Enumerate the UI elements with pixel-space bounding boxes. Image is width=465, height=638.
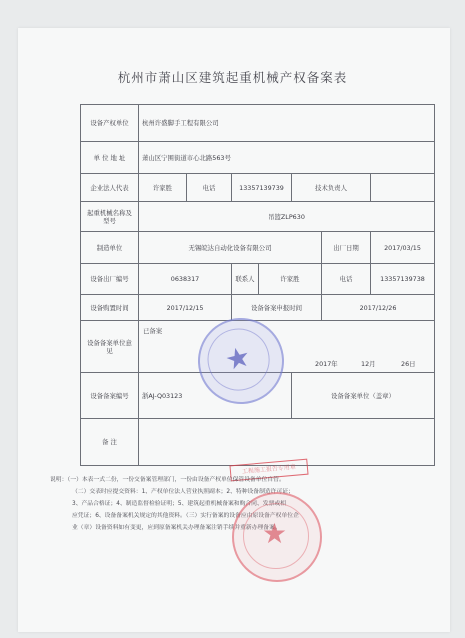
machine-value: 吊篮ZLP630 [139,202,435,232]
contact-label: 联系人 [232,264,259,295]
seal-star-icon: ★ [221,339,254,378]
table-row [81,174,435,202]
opinion-day: 26日 [401,360,416,368]
tech-lead-label: 技术负责人 [292,174,371,202]
remark-value [139,419,435,466]
maker-label: 制造单位 [81,232,139,264]
purchase-value: 2017/12/15 [139,295,232,321]
opinion-value: 已备案 [143,327,163,335]
phone-value: 13357139739 [232,174,292,202]
tech-lead-value [371,174,435,202]
record-no-label: 设备备案编号 [81,373,139,419]
table-row [81,264,435,295]
serial-label: 设备出厂编号 [81,264,139,295]
note-line: 说明：（一）本表一式二份，一份交备案管理部门，一份由设备产权单位保管设备单位自管。 [50,477,285,483]
table-row [81,142,435,174]
company-seal-star-icon: ★ [262,517,288,550]
apply-value: 2017/12/26 [322,295,435,321]
machine-label: 起重机械名称及型号 [81,202,139,232]
note-line: 3、产品合格证；4、制造监督检验证明；5、建筑起重机械备案和购合同、发票或相 [72,501,286,507]
table-row [81,295,435,321]
purchase-label: 设备购置时间 [81,295,139,321]
table-row [81,419,435,466]
address-value: 萧山区宁围街道市心北路563号 [139,142,435,174]
legal-rep-label: 企业法人代表 [81,174,139,202]
phone-label: 电话 [187,174,232,202]
phone2-value: 13357139738 [371,264,435,295]
table-row [81,105,435,142]
owner-unit-label: 设备产权单位 [81,105,139,142]
table-row [81,232,435,264]
owner-unit-value: 杭州许盛脚手工程有限公司 [139,105,435,142]
opinion-label: 设备备案单位意见 [81,321,139,373]
factory-date-value: 2017/03/15 [371,232,435,264]
red-rectangular-stamp: 工程施工报告专用章 [229,459,308,482]
remark-label: 备 注 [81,419,139,466]
record-no-value: 浙AJ-Q03123 [139,373,292,419]
factory-date-label: 出厂日期 [322,232,371,264]
note-line: （二）交表时应提交资料：1、产权单位法人营业执照副本；2、特种设备制造许可证； [72,489,294,495]
serial-value: 0638317 [139,264,232,295]
note-line: 应凭证；6、设备备案机关规定的其他资料。（三）实行备案的设备应由原设备产权单位企 [72,513,299,519]
table-row [81,202,435,232]
legal-rep-value: 许家胜 [139,174,187,202]
address-label: 单 位 地 址 [81,142,139,174]
contact-value: 许家胜 [259,264,322,295]
opinion-year: 2017年 [315,360,338,368]
phone2-label: 电话 [322,264,371,295]
opinion-month: 12月 [361,360,376,368]
maker-value: 无锡皖达自动化设备有限公司 [139,232,322,264]
note-line: 业（章）设备资料如有变更，应到原备案机关办理备案注销手续并重新办理备案。 [72,525,281,531]
record-unit-label: 设备备案单位（盖章） [292,373,435,419]
registration-table [80,104,435,466]
page-title: 杭州市萧山区建筑起重机械产权备案表 [117,70,348,85]
company-seal [232,492,322,582]
opinion-cell [139,321,435,378]
apply-label: 设备备案申报时间 [232,295,322,321]
